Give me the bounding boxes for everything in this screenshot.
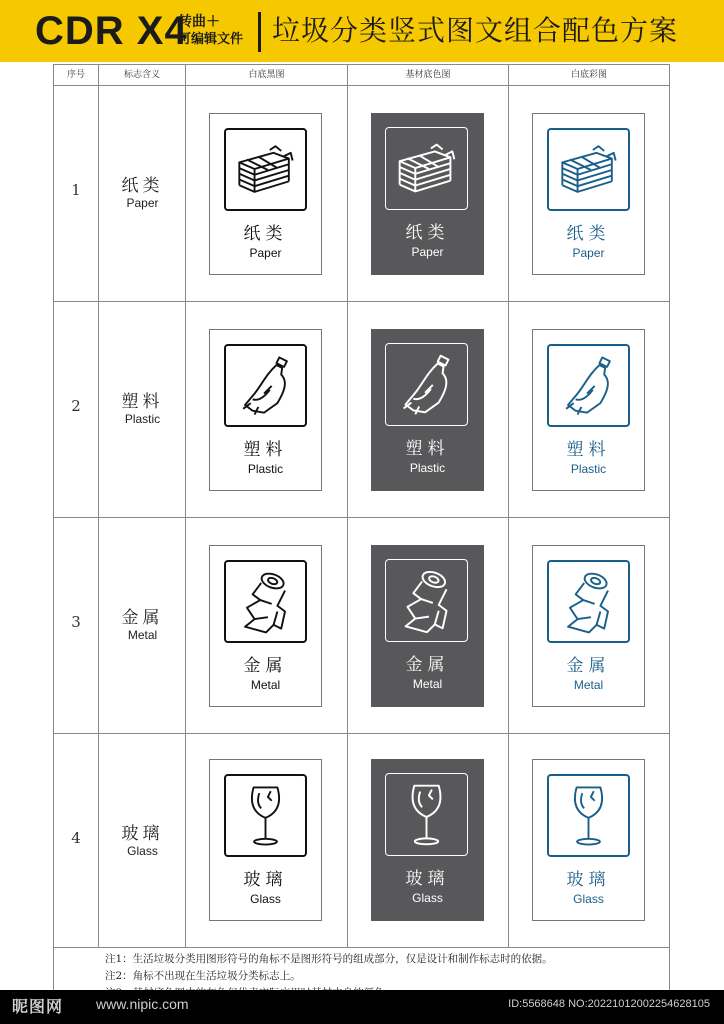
sign-label-zh: 金属 [243, 656, 288, 676]
paper-stack-icon [224, 128, 307, 211]
sign-label-zh: 纸类 [243, 224, 288, 244]
row-meaning [99, 824, 186, 859]
brand-subtitle-line1: 转曲＋ [178, 14, 220, 30]
brand-title: CDR X4 [35, 9, 188, 53]
sign-card-white-color [532, 759, 645, 921]
sign-label-en: Plastic [570, 462, 607, 476]
sign-label-en: Paper [249, 246, 282, 260]
sign-label-zh: 塑料 [405, 439, 450, 459]
row-meaning [99, 392, 186, 427]
sign-label-en: Paper [411, 245, 444, 259]
row-meaning [99, 176, 186, 211]
sign-label-zh: 玻璃 [566, 870, 611, 890]
crushed-can-icon [547, 560, 630, 643]
sign-label-zh: 玻璃 [243, 870, 288, 890]
sign-card-white-black [209, 759, 322, 921]
sign-card-substrate [371, 113, 484, 275]
table-row-plastic [54, 302, 669, 517]
sign-label-en: Glass [412, 891, 443, 905]
meaning-en: Plastic [124, 412, 161, 426]
paper-stack-icon [385, 127, 468, 210]
meaning-zh: 玻璃 [121, 824, 164, 844]
plastic-bottle-icon [385, 343, 468, 426]
table-row-glass [54, 734, 669, 947]
sign-label-zh: 纸类 [405, 223, 450, 243]
sign-card-white-black [209, 113, 322, 275]
column-header-white-black: 白底黑图 [248, 70, 285, 80]
table-row-paper [54, 86, 669, 301]
table-hline [54, 947, 669, 948]
plastic-bottle-icon [224, 344, 307, 427]
sign-label-en: Plastic [409, 461, 446, 475]
table-row-metal [54, 518, 669, 733]
meaning-zh: 塑料 [121, 392, 164, 412]
meaning-en: Glass [127, 844, 158, 858]
crushed-can-icon [385, 559, 468, 642]
note-2: 注2：角标不出现在生活垃圾分类标志上。 [105, 970, 301, 982]
row-index: 2 [71, 397, 81, 415]
sign-label-zh: 金属 [566, 656, 611, 676]
wine-glass-icon [224, 774, 307, 857]
sign-label-zh: 塑料 [566, 440, 611, 460]
plastic-bottle-icon [547, 344, 630, 427]
sign-card-white-color [532, 329, 645, 491]
sign-label-zh: 玻璃 [405, 869, 450, 889]
sign-card-substrate [371, 759, 484, 921]
wine-glass-icon [547, 774, 630, 857]
sign-label-en: Glass [573, 892, 604, 906]
note-1: 注1：生活垃圾分类用图形符号的角标不是图形符号的组成部分，仅是设计和制作标志时的依据。 [105, 953, 553, 965]
meaning-zh: 纸类 [121, 176, 164, 196]
meaning-zh: 金属 [121, 608, 164, 628]
watermark-logo: 昵图网 [12, 997, 64, 1016]
paper-stack-icon [547, 128, 630, 211]
wine-glass-icon [385, 773, 468, 856]
row-index: 3 [71, 613, 81, 631]
brand-subtitle [178, 14, 243, 48]
page-title: 垃圾分类竖式图文组合配色方案 [272, 14, 679, 47]
sign-label-en: Metal [412, 677, 443, 691]
row-index: 4 [71, 829, 81, 847]
brand-subtitle-line2: 可编辑文件 [178, 32, 244, 47]
sign-card-substrate [371, 329, 484, 491]
column-header-index: 序号 [66, 70, 85, 80]
watermark-url: www.nipic.com [96, 996, 189, 1012]
meaning-en: Metal [127, 628, 158, 642]
watermark-footer [0, 990, 724, 1024]
sign-label-en: Paper [572, 246, 605, 260]
row-index: 1 [71, 181, 81, 199]
sign-label-zh: 塑料 [243, 440, 288, 460]
sign-card-white-black [209, 329, 322, 491]
sign-label-en: Metal [250, 678, 281, 692]
sign-label-en: Metal [573, 678, 604, 692]
sign-card-substrate [371, 545, 484, 707]
sign-card-white-color [532, 545, 645, 707]
sign-card-white-black [209, 545, 322, 707]
header-divider [258, 12, 261, 52]
meaning-en: Paper [126, 196, 159, 210]
row-meaning [99, 608, 186, 643]
sign-label-zh: 纸类 [566, 224, 611, 244]
column-header-substrate: 基材底色图 [405, 70, 451, 80]
column-header-meaning: 标志含义 [123, 70, 160, 80]
image-id: ID:5568648 NO:20221012002254628105 [508, 998, 710, 1010]
crushed-can-icon [224, 560, 307, 643]
header-banner [0, 0, 724, 62]
sign-label-en: Glass [250, 892, 281, 906]
column-header-white-color: 白底彩图 [570, 70, 607, 80]
sign-card-white-color [532, 113, 645, 275]
classification-table [53, 64, 670, 1010]
sign-label-en: Plastic [247, 462, 284, 476]
sign-label-zh: 金属 [405, 655, 450, 675]
